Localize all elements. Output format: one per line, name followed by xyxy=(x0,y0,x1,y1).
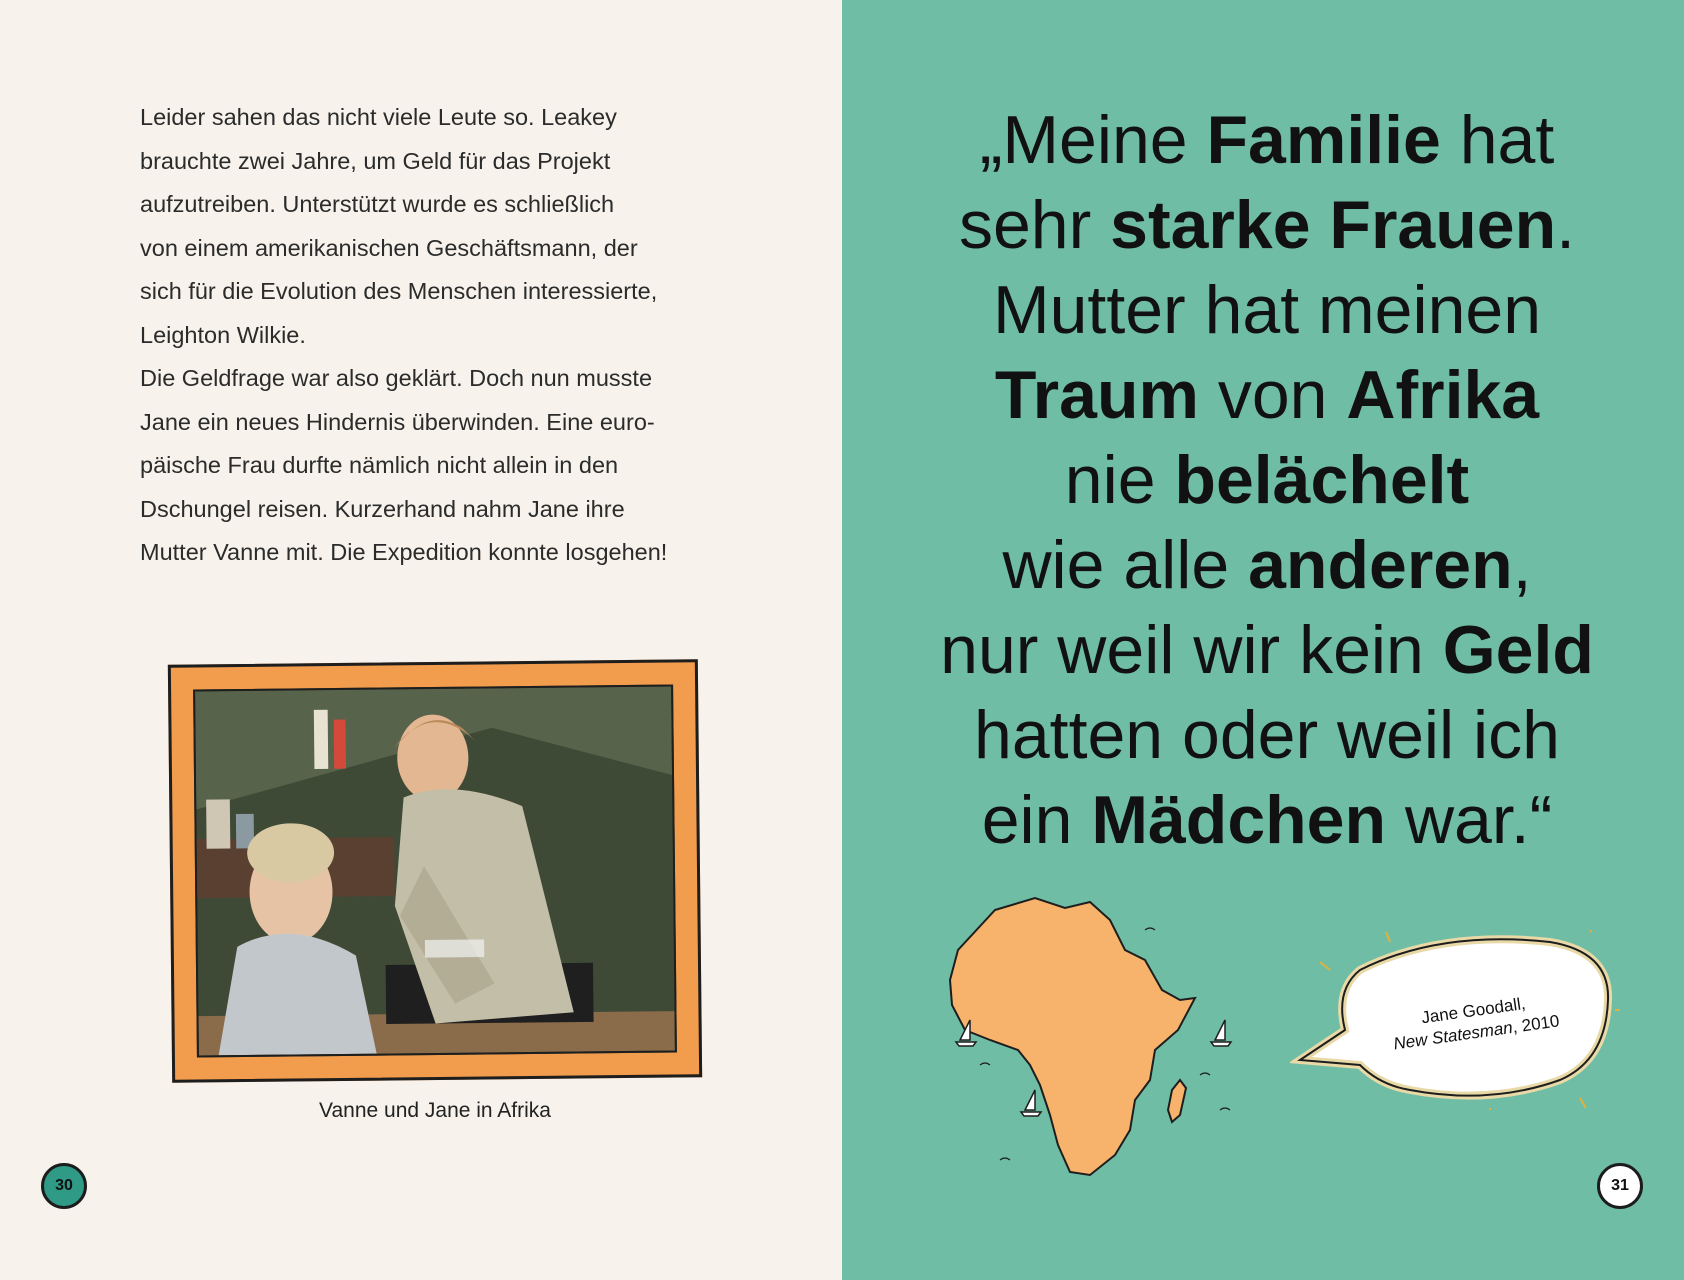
attribution-source: New Statesman xyxy=(1392,1017,1514,1054)
text-line: Die Geldfrage war also geklärt. Doch nun musste xyxy=(140,365,653,391)
quote-text: „Meine xyxy=(979,102,1207,178)
text-line: Jane ein neues Hindernis überwinden. Eine euro- xyxy=(140,408,655,435)
quote-line-2 xyxy=(882,183,1652,268)
quote-emphasis: Traum xyxy=(994,357,1199,433)
quote-text: hat xyxy=(1440,102,1555,178)
paragraph-2 xyxy=(140,357,740,575)
quote-emphasis: anderen xyxy=(1248,527,1513,603)
quote-emphasis: starke Frauen xyxy=(1110,187,1557,263)
quote-text: nur weil wir kein xyxy=(940,612,1443,688)
madagascar xyxy=(1168,1080,1186,1122)
quote-line-4 xyxy=(882,353,1652,438)
quote-block xyxy=(882,98,1652,863)
quote-text: . xyxy=(1556,187,1576,263)
attribution-year: , 2010 xyxy=(1511,1011,1561,1037)
text-line: von einem amerikanischen Geschäftsmann, der xyxy=(140,234,638,261)
quote-emphasis: Familie xyxy=(1206,102,1441,178)
quote-line-8: hatten oder weil ich xyxy=(974,697,1560,773)
quote-text: , xyxy=(1512,527,1532,603)
photo-frame xyxy=(168,659,702,1083)
quote-line-5 xyxy=(882,438,1652,523)
attribution-name: Jane Goodall, xyxy=(1420,993,1527,1028)
sailboat-icon xyxy=(1211,1020,1231,1046)
text-line: Leighton Wilkie. xyxy=(140,321,306,348)
text-line: Leider sahen das nicht viele Leute so. Leakey xyxy=(140,104,617,130)
quote-emphasis: Geld xyxy=(1442,612,1594,688)
text-line: Dschungel reisen. Kurzerhand nahm Jane ihre xyxy=(140,495,625,522)
quote-line-3: Mutter hat meinen xyxy=(992,272,1542,348)
text-line: Mutter Vanne mit. Die Expedition konnte losgehen! xyxy=(140,539,668,565)
africa-continent xyxy=(950,898,1195,1175)
quote-emphasis: belächelt xyxy=(1174,442,1470,518)
quote-text: ein xyxy=(981,782,1092,858)
sailboat-icon xyxy=(1021,1090,1041,1116)
quote-text: von xyxy=(1198,357,1347,433)
text-line: päische Frau durfte nämlich nicht allein in den xyxy=(140,452,619,478)
quote-line-9 xyxy=(882,778,1652,863)
quote-line-7 xyxy=(882,608,1652,693)
text-line: brauchte zwei Jahre, um Geld für das Projekt xyxy=(140,147,611,174)
text-line: aufzutreiben. Unterstützt wurde es schließlich xyxy=(140,191,615,217)
quote-emphasis: Mädchen xyxy=(1091,782,1387,858)
photo-caption: Vanne und Jane in Afrika xyxy=(319,1099,551,1122)
page-number-left: 30 xyxy=(41,1163,87,1209)
page-number-right: 31 xyxy=(1597,1163,1643,1209)
quote-line-6 xyxy=(882,523,1652,608)
photo-illustration xyxy=(195,687,675,1056)
quote-text: wie alle xyxy=(1002,527,1249,603)
quote-emphasis: Afrika xyxy=(1346,357,1540,433)
paragraph-1 xyxy=(140,96,740,357)
africa-map-illustration xyxy=(940,890,1270,1190)
quote-line-1 xyxy=(882,98,1652,183)
quote-text: sehr xyxy=(958,187,1111,263)
quote-text: war.“ xyxy=(1386,782,1553,858)
photo-vanne-and-jane xyxy=(193,684,677,1057)
text-line: sich für die Evolution des Menschen interessierte, xyxy=(140,278,658,304)
body-text xyxy=(140,96,740,575)
quote-text: nie xyxy=(1064,442,1175,518)
